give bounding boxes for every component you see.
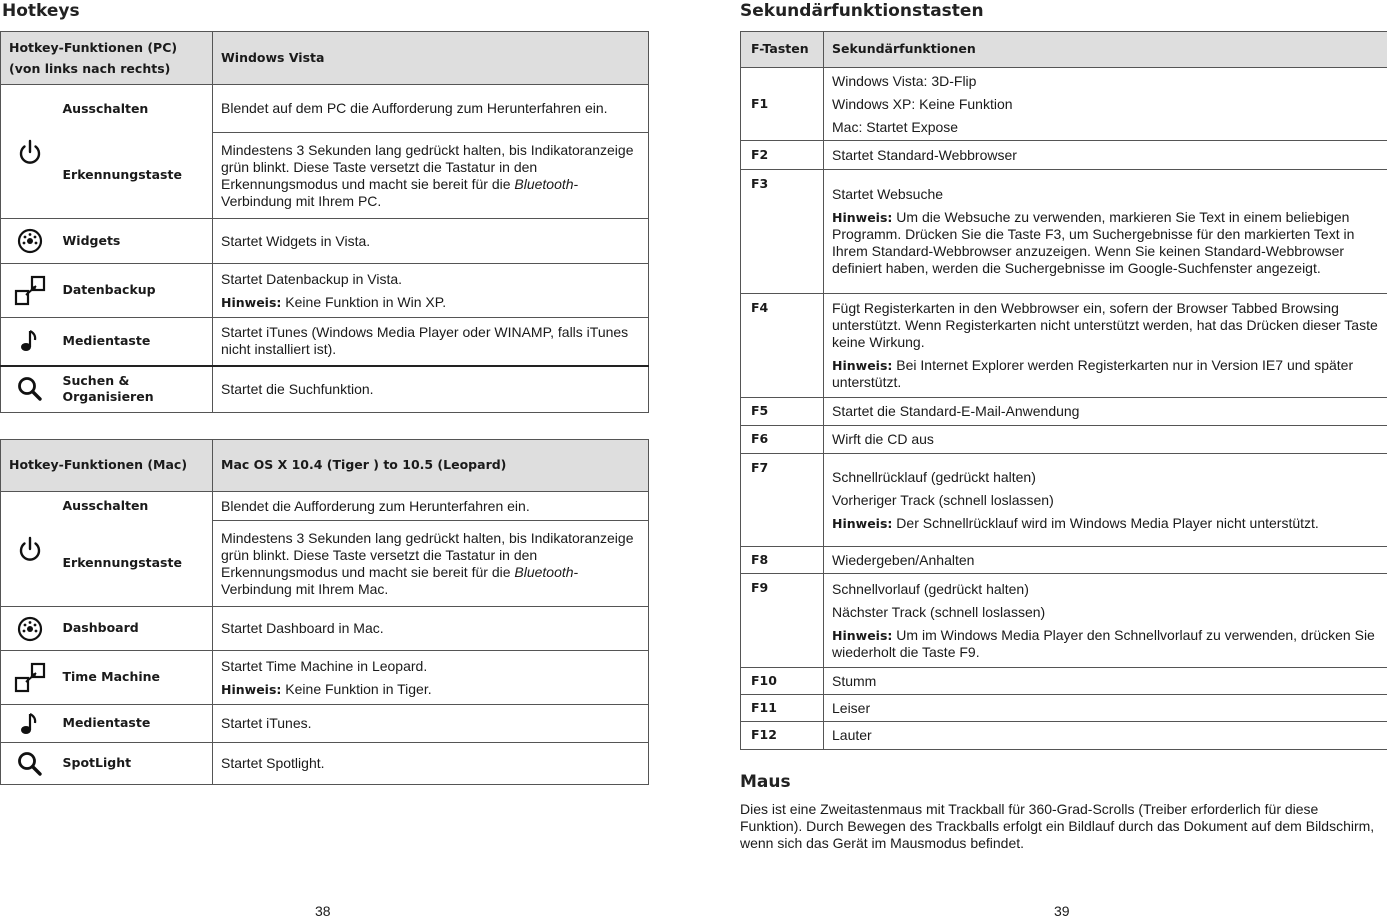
pc-media-desc: Startet iTunes (Windows Media Player oder WINAMP, falls iTunes nicht installiert ist). [213,318,649,366]
music-note-icon [18,711,42,737]
mac-media-icon-cell [1,705,59,743]
pc-search-icon-cell [1,366,59,413]
mac-timemachine-icon-cell [1,651,59,705]
ftable-col2-header: Sekundärfunktionen [824,32,1387,68]
f8-key: F8 [741,547,824,574]
pc-search-desc: Startet die Suchfunktion. [213,366,649,413]
mac-dashboard-label: Dashboard [59,607,213,651]
pc-hotkey-table [0,31,649,413]
gauge-icon [16,227,44,255]
maus-heading: Maus [740,772,791,792]
mac-power-cell [1,492,59,607]
magnifier-icon [16,750,44,778]
f12-desc: Lauter [824,722,1387,750]
pc-col1-header: Hotkey-Funktionen (PC) (von links nach rechts) [1,32,213,85]
mac-hotkey-table [0,439,649,785]
mac-dashboard-icon-cell [1,607,59,651]
mac-media-desc: Startet iTunes. [213,705,649,743]
pc-ausschalten-label: Ausschalten [59,85,213,133]
mac-col2-header: Mac OS X 10.4 (Tiger ) to 10.5 (Leopard) [213,440,649,492]
mac-erkennung-label: Erkennungstaste [59,521,213,607]
f11-desc: Leiser [824,695,1387,722]
music-note-icon [18,328,42,354]
gauge-icon [16,615,44,643]
pc-power-cell [1,85,59,219]
pc-backup-icon-cell [1,264,59,318]
f7-key: F7 [741,454,824,547]
pc-ausschalten-desc: Blendet auf dem PC die Aufforderung zum Herunterfahren ein. [213,85,649,133]
mac-timemachine-label: Time Machine [59,651,213,705]
pc-media-icon-cell [1,318,59,366]
mac-spotlight-desc: Startet Spotlight. [213,743,649,785]
page-number-right: 39 [1054,903,1070,917]
f9-key: F9 [741,574,824,668]
page-number-left: 38 [315,903,331,917]
power-icon [16,535,44,563]
f12-key: F12 [741,722,824,750]
magnifier-icon [16,375,44,403]
mac-erkennung-desc: Mindestens 3 Sekunden lang gedrückt halten, bis Indikatoranzeige grün blinkt. Diese Taste versetzt die Tastatur in den Erkennungsmodus und macht sie bereit für die Bluetooth-Verbindung mit Ihrem Mac. [213,521,649,607]
mac-media-label: Medientaste [59,705,213,743]
mac-timemachine-desc: Startet Time Machine in Leopard. Hinweis: Keine Funktion in Tiger. [213,651,649,705]
f2-key: F2 [741,141,824,170]
pc-col2-header: Windows Vista [213,32,649,85]
backup-icon [13,661,47,695]
mac-col1-header: Hotkey-Funktionen (Mac) [1,440,213,492]
pc-erkennung-desc: Mindestens 3 Sekunden lang gedrückt halten, bis Indikatoranzeige grün blinkt. Diese Taste versetzt die Tastatur in den Erkennungsmodus und macht sie bereit für die Bluetooth-Verbindung mit Ihrem PC. [213,133,649,219]
hotkeys-heading: Hotkeys [2,1,80,21]
f1-desc: Windows Vista: 3D-Flip Windows XP: Keine Funktion Mac: Startet Expose [824,68,1387,141]
mac-spotlight-icon-cell [1,743,59,785]
f4-key: F4 [741,294,824,398]
pc-search-label: Suchen & Organisieren [59,366,213,413]
f10-key: F10 [741,668,824,695]
f5-desc: Startet die Standard-E-Mail-Anwendung [824,398,1387,426]
secondary-function-table [740,31,1387,750]
f2-desc: Startet Standard-Webbrowser [824,141,1387,170]
mac-spotlight-label: SpotLight [59,743,213,785]
f7-desc: Schnellrücklauf (gedrückt halten) Vorheriger Track (schnell loslassen) Hinweis: Der Schnellrücklauf wird im Windows Media Player nicht unterstützt. [824,454,1387,547]
mac-ausschalten-label: Ausschalten [59,492,213,521]
ftable-col1-header: F-Tasten [741,32,824,68]
backup-icon [13,274,47,308]
pc-backup-desc: Startet Datenbackup in Vista. Hinweis: Keine Funktion in Win XP. [213,264,649,318]
f11-key: F11 [741,695,824,722]
f6-key: F6 [741,426,824,454]
mac-ausschalten-desc: Blendet die Aufforderung zum Herunterfahren ein. [213,492,649,521]
pc-widgets-desc: Startet Widgets in Vista. [213,219,649,264]
maus-paragraph: Dies ist eine Zweitastenmaus mit Trackball für 360-Grad-Scrolls (Treiber erforderlich für diese Funktion). Durch Bewegen des Trackballs erfolgt ein Bildlauf durch das Dokument auf dem Bildschirm, wenn sich das Gerät im Mausmodus befindet. [740,801,1375,851]
f6-desc: Wirft die CD aus [824,426,1387,454]
mac-dashboard-desc: Startet Dashboard in Mac. [213,607,649,651]
f3-key: F3 [741,170,824,294]
pc-erkennung-label: Erkennungstaste [59,133,213,219]
f8-desc: Wiedergeben/Anhalten [824,547,1387,574]
f10-desc: Stumm [824,668,1387,695]
f4-desc: Fügt Registerkarten in den Webbrowser ein, sofern der Browser Tabbed Browsing unterstützt. Wenn Registerkarten nicht unterstützt werden, hat das Drücken dieser Taste keine Wirkung. Hinweis: Bei Internet Explorer werden Registerkarten nur in Version IE7 und später unterstützt. [824,294,1387,398]
f3-desc: Startet Websuche Hinweis: Um die Websuche zu verwenden, markieren Sie Text in einem beliebigen Programm. Drücken Sie die Taste F3, um Suchergebnisse für den markierten Text in Ihrem Standard-Webbrowser anzuzeigen. Wenn Sie keinen Standard-Webbrowser definiert haben, werden die Suchergebnisse im Google-Suchfenster angezeigt. [824,170,1387,294]
f9-desc: Schnellvorlauf (gedrückt halten) Nächster Track (schnell loslassen) Hinweis: Um im Windows Media Player den Schnellvorlauf zu verwenden, drücken Sie wiederholt die Taste F9. [824,574,1387,668]
secondary-keys-heading: Sekundärfunktionstasten [740,1,984,21]
pc-widgets-label: Widgets [59,219,213,264]
f5-key: F5 [741,398,824,426]
pc-backup-label: Datenbackup [59,264,213,318]
f1-key: F1 [741,68,824,141]
pc-media-label: Medientaste [59,318,213,366]
power-icon [16,138,44,166]
pc-widgets-icon-cell [1,219,59,264]
